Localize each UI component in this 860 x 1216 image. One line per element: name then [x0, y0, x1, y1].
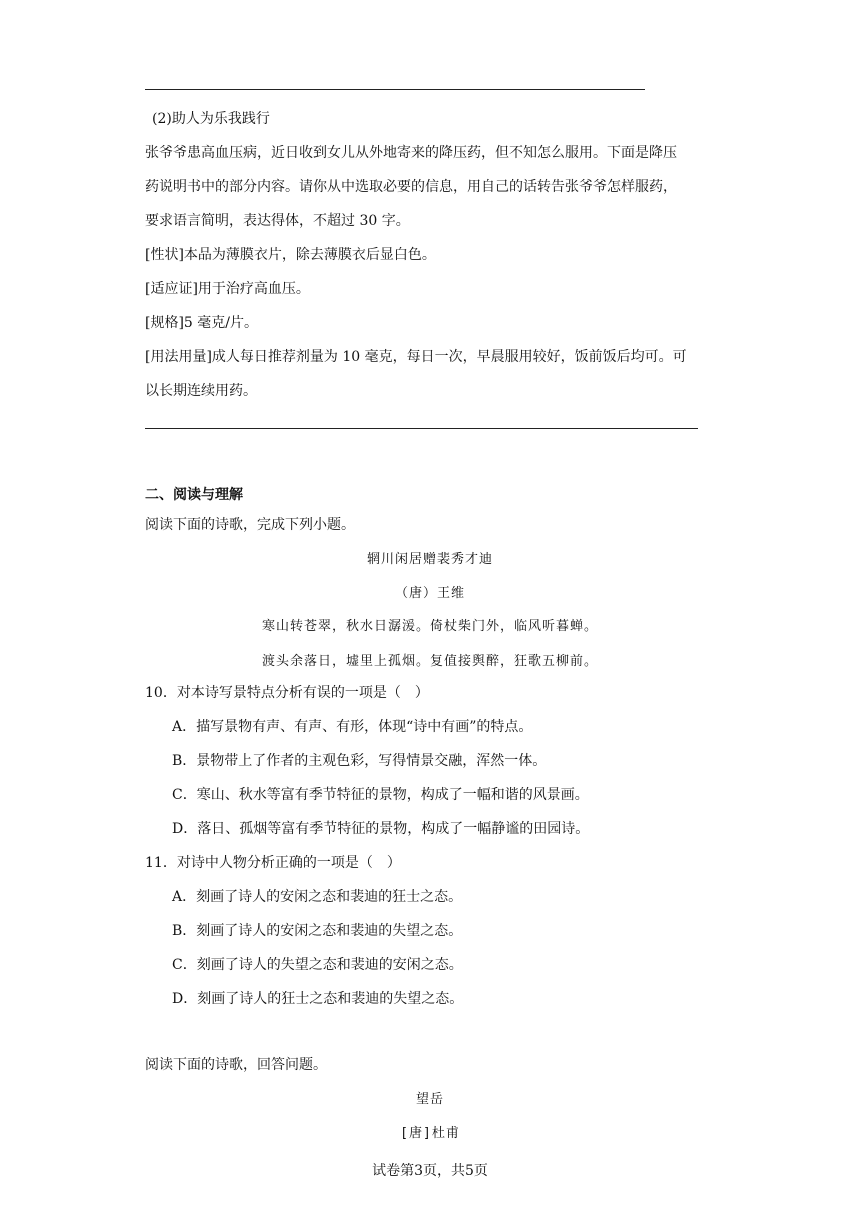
reading-instruction: 阅读下面的诗歌，回答问题。	[145, 1057, 327, 1073]
instruction-item: [适应证]用于治疗高血压。	[145, 281, 310, 297]
poem-author: [唐]杜甫	[400, 1126, 460, 1141]
answer-option[interactable]: C．寒山、秋水等富有季节特征的景物，构成了一幅和谐的风景画。	[172, 787, 589, 803]
answer-option[interactable]: A．描写景物有声、有声、有形，体现“诗中有画”的特点。	[172, 719, 533, 735]
sub-question-title: (2)助人为乐我践行	[152, 111, 270, 127]
reading-instruction: 阅读下面的诗歌，完成下列小题。	[145, 517, 355, 533]
section-heading: 二、阅读与理解	[145, 487, 243, 503]
question-stem: 10．对本诗写景特点分析有误的一项是（ ）	[145, 685, 429, 701]
instruction-item: 以长期连续用药。	[145, 383, 257, 399]
answer-option[interactable]: B．景物带上了作者的主观色彩，写得情景交融，浑然一体。	[172, 753, 547, 769]
paragraph-line: 药说明书中的部分内容。请你从中选取必要的信息，用自己的话转告张爷爷怎样服药，	[145, 179, 677, 195]
poem-author: （唐）王维	[394, 586, 465, 601]
answer-option[interactable]: D．落日、孤烟等富有季节特征的景物，构成了一幅静谧的田园诗。	[172, 821, 590, 837]
answer-line-top	[145, 89, 645, 90]
poem-line: 寒山转苍翠，秋水日潺湲。倚杖柴门外，临风听暮蝉。	[261, 619, 598, 634]
instruction-item: [用法用量]成人每日推荐剂量为 10 毫克，每日一次，早晨服用较好，饭前饭后均可。可	[145, 349, 687, 365]
poem-line: 渡头余落日，墟里上孤烟。复值接舆醉，狂歌五柳前。	[261, 654, 598, 669]
paragraph-line: 张爷爷患高血压病，近日收到女儿从外地寄来的降压药，但不知怎么服用。下面是降压	[145, 145, 677, 161]
answer-option[interactable]: A．刻画了诗人的安闲之态和裴迪的狂士之态。	[172, 889, 463, 905]
answer-option[interactable]: B．刻画了诗人的安闲之态和裴迪的失望之态。	[172, 923, 463, 939]
question-stem: 11．对诗中人物分析正确的一项是（ ）	[145, 855, 401, 871]
instruction-item: [规格]5 毫克/片。	[145, 315, 258, 331]
answer-line-bottom	[145, 428, 698, 429]
poem-title: 辋川闲居赠裴秀才迪	[366, 552, 493, 567]
answer-option[interactable]: D．刻画了诗人的狂士之态和裴迪的失望之态。	[172, 991, 464, 1007]
poem-title: 望岳	[415, 1092, 444, 1107]
paragraph-line: 要求语言简明，表达得体，不超过 30 字。	[145, 213, 410, 229]
instruction-item: [性状]本品为薄膜衣片，除去薄膜衣后显白色。	[145, 247, 436, 263]
answer-option[interactable]: C．刻画了诗人的失望之态和裴迪的安闲之态。	[172, 957, 463, 973]
page-footer: 试卷第3页，共5页	[372, 1163, 488, 1179]
